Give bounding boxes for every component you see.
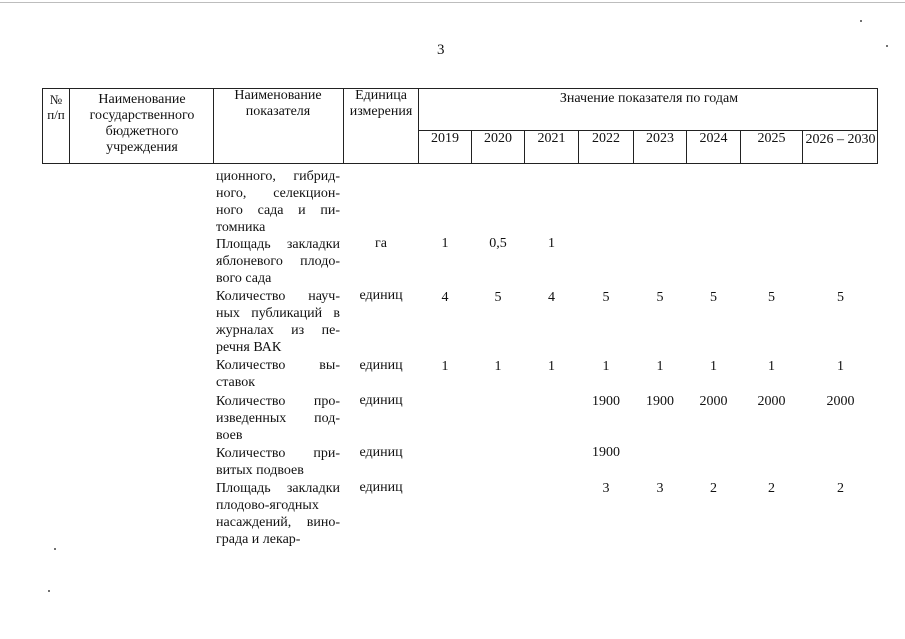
indicator-name: Количество про-изведенных под-воев	[216, 394, 340, 443]
value-cell: 5	[768, 290, 775, 305]
indicator-unit: единиц	[359, 445, 403, 460]
year-header: 2023	[646, 131, 674, 146]
indicator-unit: единиц	[359, 358, 403, 373]
value-cell: 1900	[646, 394, 674, 409]
value-cell: 1	[441, 359, 449, 374]
indicator-name: Площадь закладки плодово-ягодных насаждений, вино-града и лекар-	[216, 481, 340, 547]
value-cell: 1	[548, 359, 555, 374]
indicator-name: Количество науч-ных публикаций в журналах из пе-речня ВАК	[216, 289, 340, 355]
header-values-title: Значение показателя по годам	[559, 91, 739, 106]
scan-edge-line	[0, 2, 905, 3]
value-cell: 2	[837, 481, 844, 496]
indicator-unit: единиц	[359, 480, 403, 495]
value-cell: 1900	[592, 394, 620, 409]
value-cell: 1	[768, 359, 775, 374]
value-cell: 1	[441, 236, 449, 251]
value-cell: 1	[710, 359, 717, 374]
value-cell: 5	[602, 290, 610, 305]
indicator-unit: единиц	[359, 393, 403, 408]
indicator-name: Количество при-витых подвоев	[216, 446, 340, 478]
value-cell: 5	[710, 290, 717, 305]
value-cell: 1	[656, 359, 664, 374]
year-header: 2026 – 2030	[805, 132, 876, 147]
scan-speck	[860, 20, 862, 22]
indicator-name: Количество вы-ставок	[216, 358, 340, 390]
col-divider	[418, 88, 419, 164]
value-cell: 2	[768, 481, 775, 496]
col-divider	[213, 88, 214, 164]
indicator-name: Площадь закладки яблоневого плодо-вого сада	[216, 237, 340, 286]
value-cell: 3	[602, 481, 610, 496]
value-cell: 2000	[757, 394, 786, 409]
value-cell: 2000	[826, 394, 855, 409]
value-cell: 0,5	[489, 236, 507, 251]
value-cell: 5	[494, 290, 502, 305]
year-header: 2019	[431, 131, 459, 146]
year-header: 2022	[592, 131, 620, 146]
value-cell: 4	[441, 290, 449, 305]
value-cell: 5	[656, 290, 664, 305]
header-indicator: Наименование показателя	[234, 88, 322, 119]
year-header: 2024	[699, 131, 728, 146]
year-header: 2025	[757, 131, 786, 146]
value-cell: 2	[710, 481, 717, 496]
indicator-unit: га	[375, 236, 387, 251]
value-cell: 1	[602, 359, 610, 374]
value-cell: 1	[548, 236, 555, 251]
year-header: 2021	[537, 131, 566, 146]
year-header: 2020	[484, 131, 512, 146]
value-cell: 3	[656, 481, 664, 496]
indicator-name: ционного, гибрид-ного, селекцион-ного сада и пи-томника	[216, 169, 340, 235]
scan-speck	[48, 590, 50, 592]
header-institution: Наименование государственного бюджетного учреждения	[89, 92, 195, 155]
value-cell: 1	[837, 359, 844, 374]
value-cell: 4	[548, 290, 555, 305]
value-cell: 2000	[699, 394, 728, 409]
col-divider	[69, 88, 70, 164]
header-unit: Единица измерения	[349, 88, 413, 119]
value-cell: 1	[494, 359, 502, 374]
page-number: 3	[437, 42, 445, 58]
scan-speck	[54, 548, 56, 550]
scan-speck	[886, 45, 888, 47]
indicator-unit: единиц	[359, 288, 403, 303]
value-cell: 1900	[592, 445, 620, 460]
value-cell: 5	[837, 290, 844, 305]
header-num: № п/п	[47, 92, 65, 122]
